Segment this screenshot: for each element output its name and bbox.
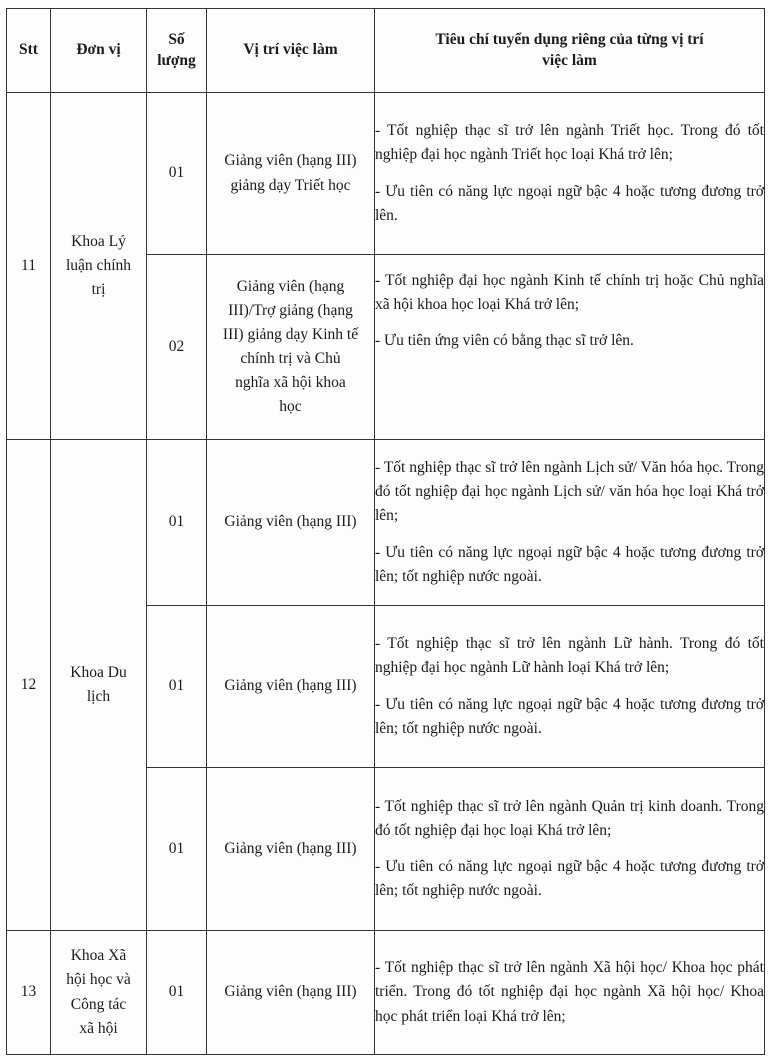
position-cell: Giảng viên (hạng III) giảng dạy Triết học bbox=[207, 93, 375, 255]
quantity-cell: 02 bbox=[147, 255, 207, 440]
quantity-cell: 01 bbox=[147, 93, 207, 255]
header-position: Vị trí việc làm bbox=[207, 9, 375, 93]
criteria-cell: - Tốt nghiệp thạc sĩ trở lên ngành Xã hội học/ Khoa học phát triển. Trong đó tốt nghiệp đại học ngành Xã hội học/ Khoa học phát triển loại Khá trở lên; bbox=[375, 931, 765, 1055]
unit-cell: Khoa Lý luận chính trị bbox=[51, 93, 147, 440]
stt-cell: 11 bbox=[7, 93, 51, 440]
recruitment-table bbox=[6, 8, 765, 1055]
quantity-cell: 01 bbox=[147, 606, 207, 768]
header-row bbox=[7, 9, 765, 93]
header-stt: Stt bbox=[7, 9, 51, 93]
header-criteria: Tiêu chí tuyển dụng riêng của từng vị trí việc làm bbox=[375, 9, 765, 93]
position-cell: Giảng viên (hạng III) bbox=[207, 606, 375, 768]
criteria-cell: - Tốt nghiệp thạc sĩ trở lên ngành Lịch sử/ Văn hóa học. Trong đó tốt nghiệp đại học ngành Lịch sử/ văn hóa học loại Khá trở lên; - Ưu tiên có năng lực ngoại ngữ bậc 4 hoặc tương đương trở lên; tốt nghiệp nước ngoài. bbox=[375, 440, 765, 606]
header-unit: Đơn vị bbox=[51, 9, 147, 93]
unit-cell: Khoa Du lịch bbox=[51, 440, 147, 931]
unit-cell: Khoa Xã hội học và Công tác xã hội bbox=[51, 931, 147, 1055]
position-cell: Giảng viên (hạng III) bbox=[207, 931, 375, 1055]
table-row bbox=[7, 931, 765, 1055]
position-cell: Giảng viên (hạng III) bbox=[207, 440, 375, 606]
criteria-cell: - Tốt nghiệp đại học ngành Kinh tế chính trị hoặc Chủ nghĩa xã hội khoa học loại Khá trở lên; - Ưu tiên ứng viên có bằng thạc sĩ trở lên. bbox=[375, 255, 765, 440]
criteria-cell: - Tốt nghiệp thạc sĩ trở lên ngành Lữ hành. Trong đó tốt nghiệp đại học ngành Lữ hành loại Khá trở lên; - Ưu tiên có năng lực ngoại ngữ bậc 4 hoặc tương đương trở lên; tốt nghiệp nước ngoài. bbox=[375, 606, 765, 768]
criteria-cell: - Tốt nghiệp thạc sĩ trở lên ngành Triết học. Trong đó tốt nghiệp đại học ngành Triết học loại Khá trở lên; - Ưu tiên có năng lực ngoại ngữ bậc 4 hoặc tương đương trở lên. bbox=[375, 93, 765, 255]
table-row bbox=[7, 93, 765, 255]
position-cell: Giảng viên (hạng III) bbox=[207, 768, 375, 931]
quantity-cell: 01 bbox=[147, 768, 207, 931]
quantity-cell: 01 bbox=[147, 931, 207, 1055]
header-quantity: Số lượng bbox=[147, 9, 207, 93]
criteria-cell: - Tốt nghiệp thạc sĩ trở lên ngành Quản trị kinh doanh. Trong đó tốt nghiệp đại học loại Khá trở lên; - Ưu tiên có năng lực ngoại ngữ bậc 4 hoặc tương đương trở lên; tốt nghiệp nước ngoài. bbox=[375, 768, 765, 931]
stt-cell: 13 bbox=[7, 931, 51, 1055]
quantity-cell: 01 bbox=[147, 440, 207, 606]
table-row bbox=[7, 440, 765, 606]
position-cell: Giảng viên (hạng III)/Trợ giảng (hạng III) giảng dạy Kinh tế chính trị và Chủ nghĩa xã hội khoa học bbox=[207, 255, 375, 440]
stt-cell: 12 bbox=[7, 440, 51, 931]
